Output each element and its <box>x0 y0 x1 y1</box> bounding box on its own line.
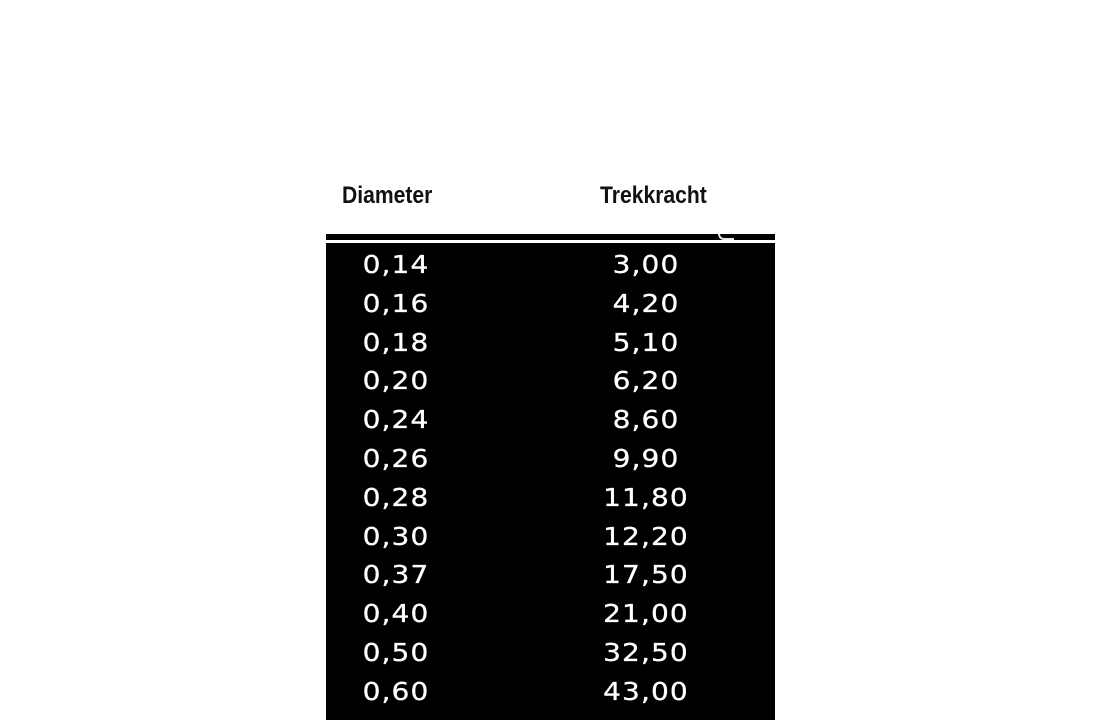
cell-diameter: 0,24 <box>362 405 430 435</box>
table-row <box>326 518 775 557</box>
table-row <box>326 285 775 324</box>
cell-trekkracht: 9,90 <box>612 443 680 473</box>
header-trekkracht: Trekkracht <box>600 182 707 209</box>
cell-diameter: 0,16 <box>362 288 430 318</box>
cell-diameter: 0,26 <box>362 443 430 473</box>
cell-diameter: 0,14 <box>362 250 430 279</box>
cell-trekkracht: 3,00 <box>612 250 680 279</box>
cell-trekkracht: 32,50 <box>603 637 689 667</box>
table-header-row <box>326 182 775 218</box>
cell-trekkracht: 43,00 <box>603 676 689 706</box>
table-row <box>326 556 775 595</box>
cell-diameter: 0,20 <box>362 366 430 396</box>
table-row <box>326 673 775 712</box>
header-divider-line <box>326 240 775 243</box>
cell-trekkracht: 8,60 <box>612 405 680 435</box>
cell-diameter: 0,28 <box>362 482 430 512</box>
table-row <box>326 440 775 479</box>
cell-trekkracht: 5,10 <box>612 327 680 357</box>
cell-trekkracht: 11,80 <box>603 482 689 512</box>
cell-trekkracht: 17,50 <box>603 560 689 590</box>
cell-diameter: 0,60 <box>362 676 430 706</box>
table-row <box>326 401 775 440</box>
cell-diameter: 0,50 <box>362 637 430 667</box>
table-body-panel <box>326 234 775 720</box>
cell-trekkracht: 12,20 <box>603 521 689 551</box>
header-diameter: Diameter <box>342 182 433 209</box>
cell-diameter: 0,18 <box>362 327 430 357</box>
cropped-glyph-fragment <box>718 228 734 240</box>
table-row <box>326 324 775 363</box>
table-row <box>326 362 775 401</box>
table-row <box>326 595 775 634</box>
cell-trekkracht: 4,20 <box>612 288 680 318</box>
table-row <box>326 634 775 673</box>
table-rows <box>326 246 775 712</box>
table-row <box>326 479 775 518</box>
cell-diameter: 0,40 <box>362 599 430 629</box>
cell-trekkracht: 21,00 <box>603 599 689 629</box>
cell-trekkracht: 6,20 <box>612 366 680 396</box>
cell-diameter: 0,37 <box>362 560 430 590</box>
cell-diameter: 0,30 <box>362 521 430 551</box>
table-row <box>326 246 775 285</box>
